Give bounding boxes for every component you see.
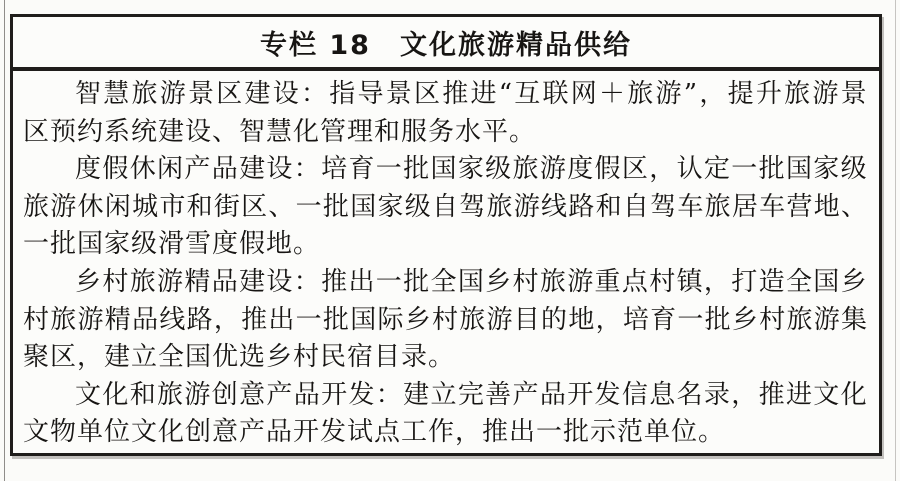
text-line: 文物单位文化创意产品开发试点工作，推出一批示范单位。 [23,417,726,448]
text-line: 智 慧 旅 游 景 区 建 设 ： 指 导 景 区 推 进 “ 互 联 网 ＋ 旅 游 ” ， 提 升 旅 游 景 [75,79,867,109]
text-line: 旅 游 休 闲 城 市 和 街 区 、 一 批 国 家 级 自 驾 旅 游 线 路 和 自 驾 车 旅 居 车 营 地 、 [23,191,867,222]
text-line: 村 旅 游 精 品 线 路 ， 推 出 一 批 国 际 乡 村 旅 游 目 的 地 ， 培 育 一 批 乡 村 旅 游 集 [23,304,867,335]
text-line: 区预约系统建设、智慧化管理和服务水平。 [23,116,537,147]
scan-edge-left [4,0,5,481]
panel-title: 专栏 18 文化旅游精品供给 [13,17,879,71]
paragraph-rural-tourism [23,264,867,377]
panel-body [13,71,879,452]
paragraph-creative-products [23,377,867,452]
text-line: 一批国家级滑雪度假地。 [23,229,321,260]
text-line: 文 化 和 旅 游 创 意 产 品 开 发 ： 建 立 完 善 产 品 开 发 信 息 名 录 ， 推 进 文 化 [75,379,867,410]
text-line: 聚区，建立全国优选乡村民宿目录。 [23,342,456,373]
paragraph-vacation-leisure [23,151,867,264]
text-line: 乡 村 旅 游 精 品 建 设 ： 推 出 一 批 全 国 乡 村 旅 游 重 点 村 镇 ， 打 造 全 国 乡 [75,266,867,297]
column-box [10,14,882,456]
text-line: 度 假 休 闲 产 品 建 设 ： 培 育 一 批 国 家 级 旅 游 度 假 区 ， 认 定 一 批 国 家 级 [75,154,867,185]
scan-edge-right [895,0,896,481]
paragraph-smart-tourism [23,76,867,151]
